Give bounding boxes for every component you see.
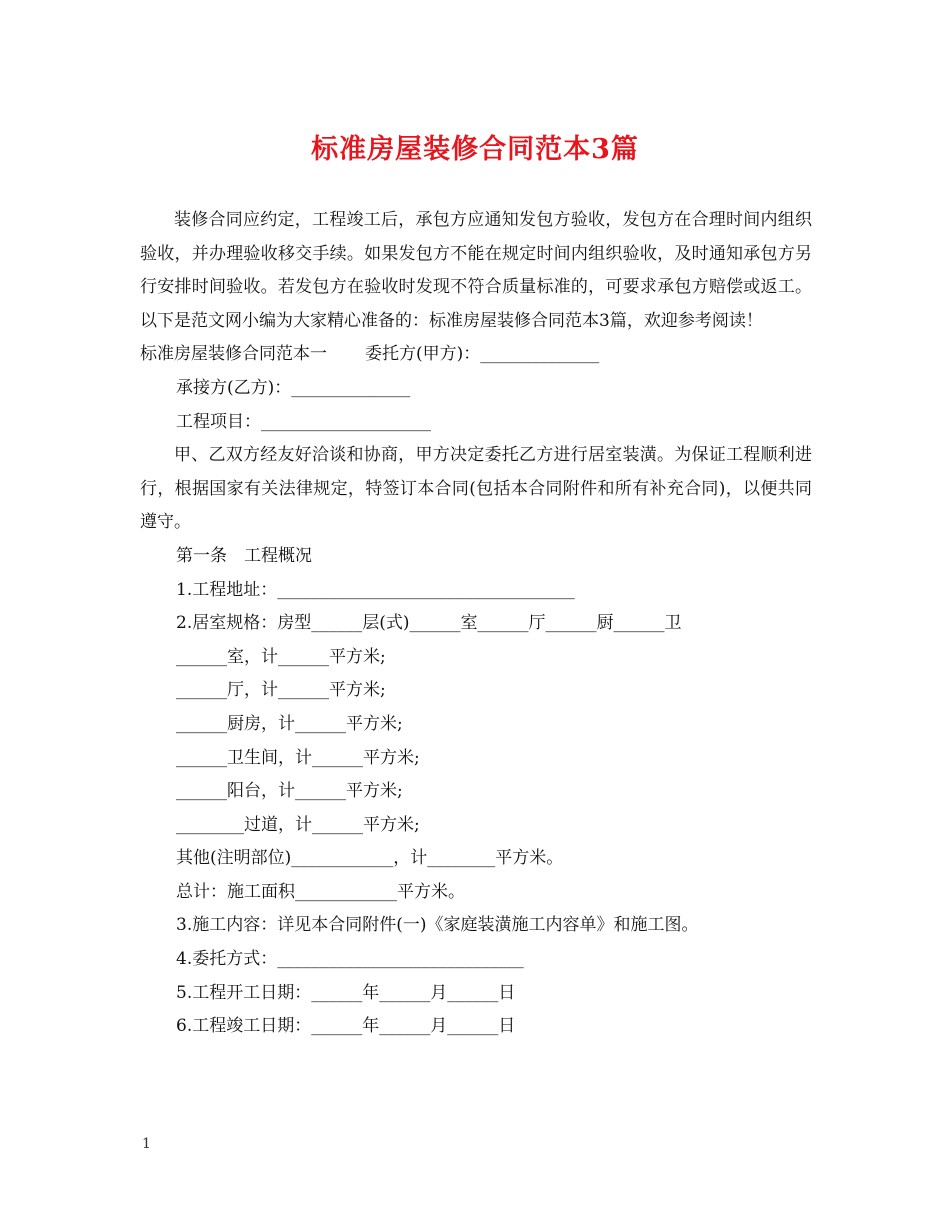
room-line-kitchen: ______厨房，计______平方米; — [176, 713, 403, 734]
intro-paragraph: 装修合同应约定，工程竣工后，承包方应通知发包方验收，发包方在合理时间内组织验收，并办理验收移交手续。如果发包方不能在规定时间内组织验收，及时通知承包方另行安排时间验收。若发包方在验收时发现不符合质量标准的，可要求承包方赔偿或返工。以下是范文网小编为大家精心准备的：标准房屋装修合同范本3篇，欢迎参考阅读！ — [140, 210, 812, 331]
page-title: 标准房屋装修合同范本3篇 — [311, 134, 639, 165]
project-field: 工程项目：____________________ — [176, 411, 431, 432]
section-heading: 标准房屋装修合同范本一 — [140, 344, 327, 365]
article-1-heading: 第一条 工程概况 — [176, 545, 312, 566]
item-1-address: 1.工程地址：___________________________________ — [176, 579, 575, 600]
section-heading-line — [140, 338, 812, 372]
page-number: 1 — [142, 1136, 151, 1152]
agreement-paragraph: 甲、乙双方经友好洽谈和协商，甲方决定委托乙方进行居室装潢。为保证工程顺利进行，根据国家有关法律规定，特签订本合同(包括本合同附件和所有补充合同)，以便共同遵守。 — [140, 445, 812, 533]
item-2-room-spec: 2.居室规格：房型______层(式)______室______厅______厨______卫 — [176, 613, 682, 634]
item-4-method: 4.委托方式：_____________________________ — [176, 949, 524, 970]
item-3-content: 3.施工内容：详见本合同附件(一)《家庭装潢施工内容单》和施工图。 — [176, 915, 699, 936]
total-area-line: 总计：施工面积____________平方米。 — [176, 881, 465, 902]
document-body — [140, 204, 812, 1044]
party-a-field: 委托方(甲方)：______________ — [365, 344, 600, 365]
other-area-line: 其他(注明部位)____________，计________平方米。 — [176, 848, 564, 869]
item-6-end-date: 6.工程竣工日期：______年______月______日 — [176, 1016, 516, 1037]
room-line-hall: ______厅，计______平方米; — [176, 680, 386, 701]
party-b-field: 承接方(乙方)：______________ — [176, 377, 411, 398]
room-line-balcony: ______阳台，计______平方米; — [176, 781, 403, 802]
room-line-bedroom: ______室，计______平方米; — [176, 646, 386, 667]
room-line-corridor: ________过道，计______平方米; — [176, 814, 420, 835]
item-5-start-date: 5.工程开工日期：______年______月______日 — [176, 982, 516, 1003]
room-line-bathroom: ______卫生间，计______平方米; — [176, 747, 420, 768]
